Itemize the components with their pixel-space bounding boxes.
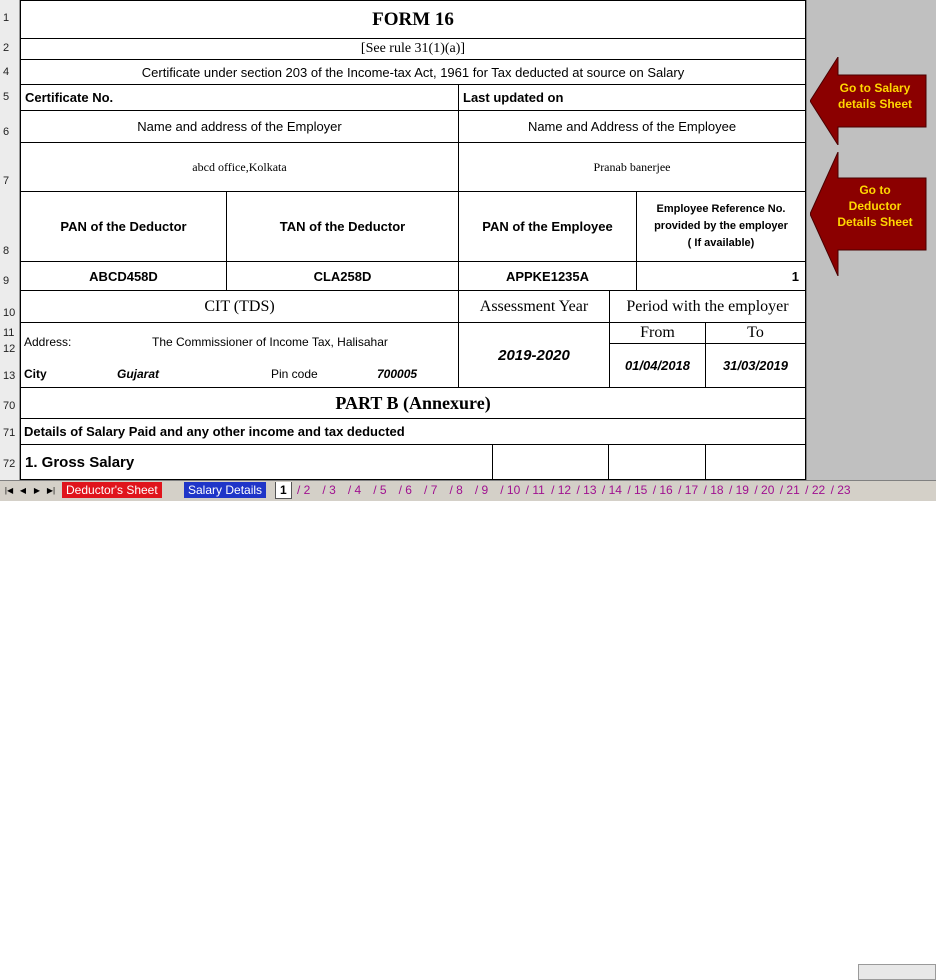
first-sheet-icon[interactable]: |◀ (4, 485, 14, 495)
tab-sheet-7[interactable]: / 7 (424, 483, 438, 497)
tab-sheet-16[interactable]: / 16 (652, 483, 673, 497)
from-date[interactable]: 01/04/2018 (609, 343, 706, 388)
row-number[interactable]: 71 (3, 427, 16, 439)
tab-sheet-23[interactable]: / 23 (830, 483, 851, 497)
tab-sheet-2[interactable]: / 2 (297, 483, 311, 497)
address-value: The Commissioner of Income Tax, Halisahar (152, 335, 388, 349)
tab-sheet-21[interactable]: / 21 (779, 483, 800, 497)
tab-sheet-1[interactable]: 1 (275, 482, 292, 499)
gross-salary-label[interactable]: 1. Gross Salary (20, 444, 493, 480)
tab-sheet-17[interactable]: / 17 (678, 483, 699, 497)
employee-reference-line: provided by the employer (654, 220, 788, 232)
part-b-title[interactable]: PART B (Annexure) (20, 387, 806, 419)
employee-reference-value[interactable]: 1 (636, 261, 806, 291)
tab-sheet-18[interactable]: / 18 (703, 483, 724, 497)
horizontal-scrollbar[interactable] (858, 964, 936, 980)
to-label[interactable]: To (705, 322, 806, 344)
gross-salary-cell[interactable] (705, 444, 806, 480)
city-label: City (24, 367, 47, 381)
row-number[interactable]: 72 (3, 458, 16, 470)
cit-tds-label[interactable]: CIT (TDS) (20, 290, 459, 323)
tab-sheet-9[interactable]: / 9 (474, 483, 489, 497)
row-number[interactable]: 7 (3, 175, 10, 187)
employee-address[interactable]: Pranab banerjee (458, 142, 806, 192)
tab-salary-details[interactable]: Salary Details (184, 482, 266, 498)
from-label[interactable]: From (609, 322, 706, 344)
row-number[interactable]: 11 (3, 327, 15, 339)
rule-reference[interactable]: [See rule 31(1)(a)] (20, 38, 806, 60)
go-to-deductor-label: Go to Deductor Details Sheet (837, 183, 913, 229)
go-to-deductor-button[interactable] (810, 152, 928, 276)
pincode-value: 700005 (377, 367, 418, 381)
last-sheet-icon[interactable]: ▶| (46, 485, 56, 495)
tab-sheet-8[interactable]: / 8 (449, 483, 463, 497)
row-number[interactable]: 70 (3, 400, 16, 412)
prev-sheet-icon[interactable]: ◀ (19, 485, 27, 495)
employee-reference-line: Employee Reference No. (656, 203, 786, 215)
period-label[interactable]: Period with the employer (609, 290, 806, 323)
pan-deductor-value[interactable]: ABCD458D (20, 261, 227, 291)
form-title[interactable]: FORM 16 (20, 0, 806, 39)
tab-sheet-20[interactable]: / 20 (754, 483, 775, 497)
row-number[interactable]: 6 (3, 126, 10, 138)
row-number[interactable]: 10 (3, 307, 16, 319)
tab-sheet-5[interactable]: / 5 (373, 483, 387, 497)
tab-sheet-11[interactable]: / 11 (525, 483, 545, 497)
row-number[interactable]: 4 (3, 66, 10, 78)
go-to-salary-label: Go to Salary details Sheet (837, 81, 913, 111)
employer-header[interactable]: Name and address of the Employer (20, 110, 459, 143)
pincode-label: Pin code (271, 367, 318, 381)
assessment-year-label[interactable]: Assessment Year (458, 290, 610, 323)
row-number[interactable]: 12 (3, 343, 16, 355)
go-to-salary-button[interactable] (810, 57, 928, 145)
row-number[interactable]: 1 (3, 12, 10, 24)
salary-details-heading[interactable]: Details of Salary Paid and any other income and tax deducted (20, 418, 806, 445)
address-block[interactable] (20, 322, 459, 388)
city-value: Gujarat (117, 367, 160, 381)
sheet-tab-bar (0, 480, 936, 501)
gross-salary-cell[interactable] (608, 444, 706, 480)
pan-employee-value[interactable]: APPKE1235A (458, 261, 637, 291)
pan-deductor-label[interactable]: PAN of the Deductor (20, 191, 227, 262)
employee-header[interactable]: Name and Address of the Employee (458, 110, 806, 143)
next-sheet-icon[interactable]: ▶ (33, 485, 41, 495)
employee-reference-line: ( If available) (687, 237, 755, 249)
tab-sheet-13[interactable]: / 13 (576, 483, 597, 497)
tab-sheet-14[interactable]: / 14 (601, 483, 622, 497)
tan-deductor-value[interactable]: CLA258D (226, 261, 459, 291)
employee-reference-label[interactable] (636, 191, 806, 262)
address-label: Address: (24, 335, 72, 349)
row-header (0, 0, 20, 480)
row-number[interactable]: 2 (3, 42, 10, 54)
tab-sheet-12[interactable]: / 12 (551, 483, 572, 497)
pan-employee-label[interactable]: PAN of the Employee (458, 191, 637, 262)
row-number[interactable]: 9 (3, 275, 10, 287)
tab-sheet-22[interactable]: / 22 (805, 483, 826, 497)
employer-address[interactable]: abcd office,Kolkata (20, 142, 459, 192)
gross-salary-cell[interactable] (492, 444, 609, 480)
tab-sheet-15[interactable]: / 15 (627, 483, 648, 497)
tab-sheet-4[interactable]: / 4 (347, 483, 362, 497)
tab-sheet-19[interactable]: / 19 (728, 483, 749, 497)
tan-deductor-label[interactable]: TAN of the Deductor (226, 191, 459, 262)
tab-sheet-10[interactable]: / 10 (500, 483, 521, 497)
to-date[interactable]: 31/03/2019 (705, 343, 806, 388)
tab-deductors-sheet[interactable]: Deductor's Sheet (62, 482, 162, 498)
last-updated-label[interactable]: Last updated on (458, 84, 806, 111)
tab-sheet-6[interactable]: / 6 (398, 483, 412, 497)
certificate-text[interactable]: Certificate under section 203 of the Income-tax Act, 1961 for Tax deducted at source on Salary (20, 59, 806, 85)
row-number[interactable]: 5 (3, 91, 10, 103)
row-number[interactable]: 8 (3, 245, 10, 257)
assessment-year-value[interactable]: 2019-2020 (458, 322, 610, 388)
certificate-no-label[interactable]: Certificate No. (20, 84, 459, 111)
tab-sheet-3[interactable]: / 3 (322, 483, 336, 497)
row-number[interactable]: 13 (3, 370, 16, 382)
form16-sheet (20, 0, 806, 480)
